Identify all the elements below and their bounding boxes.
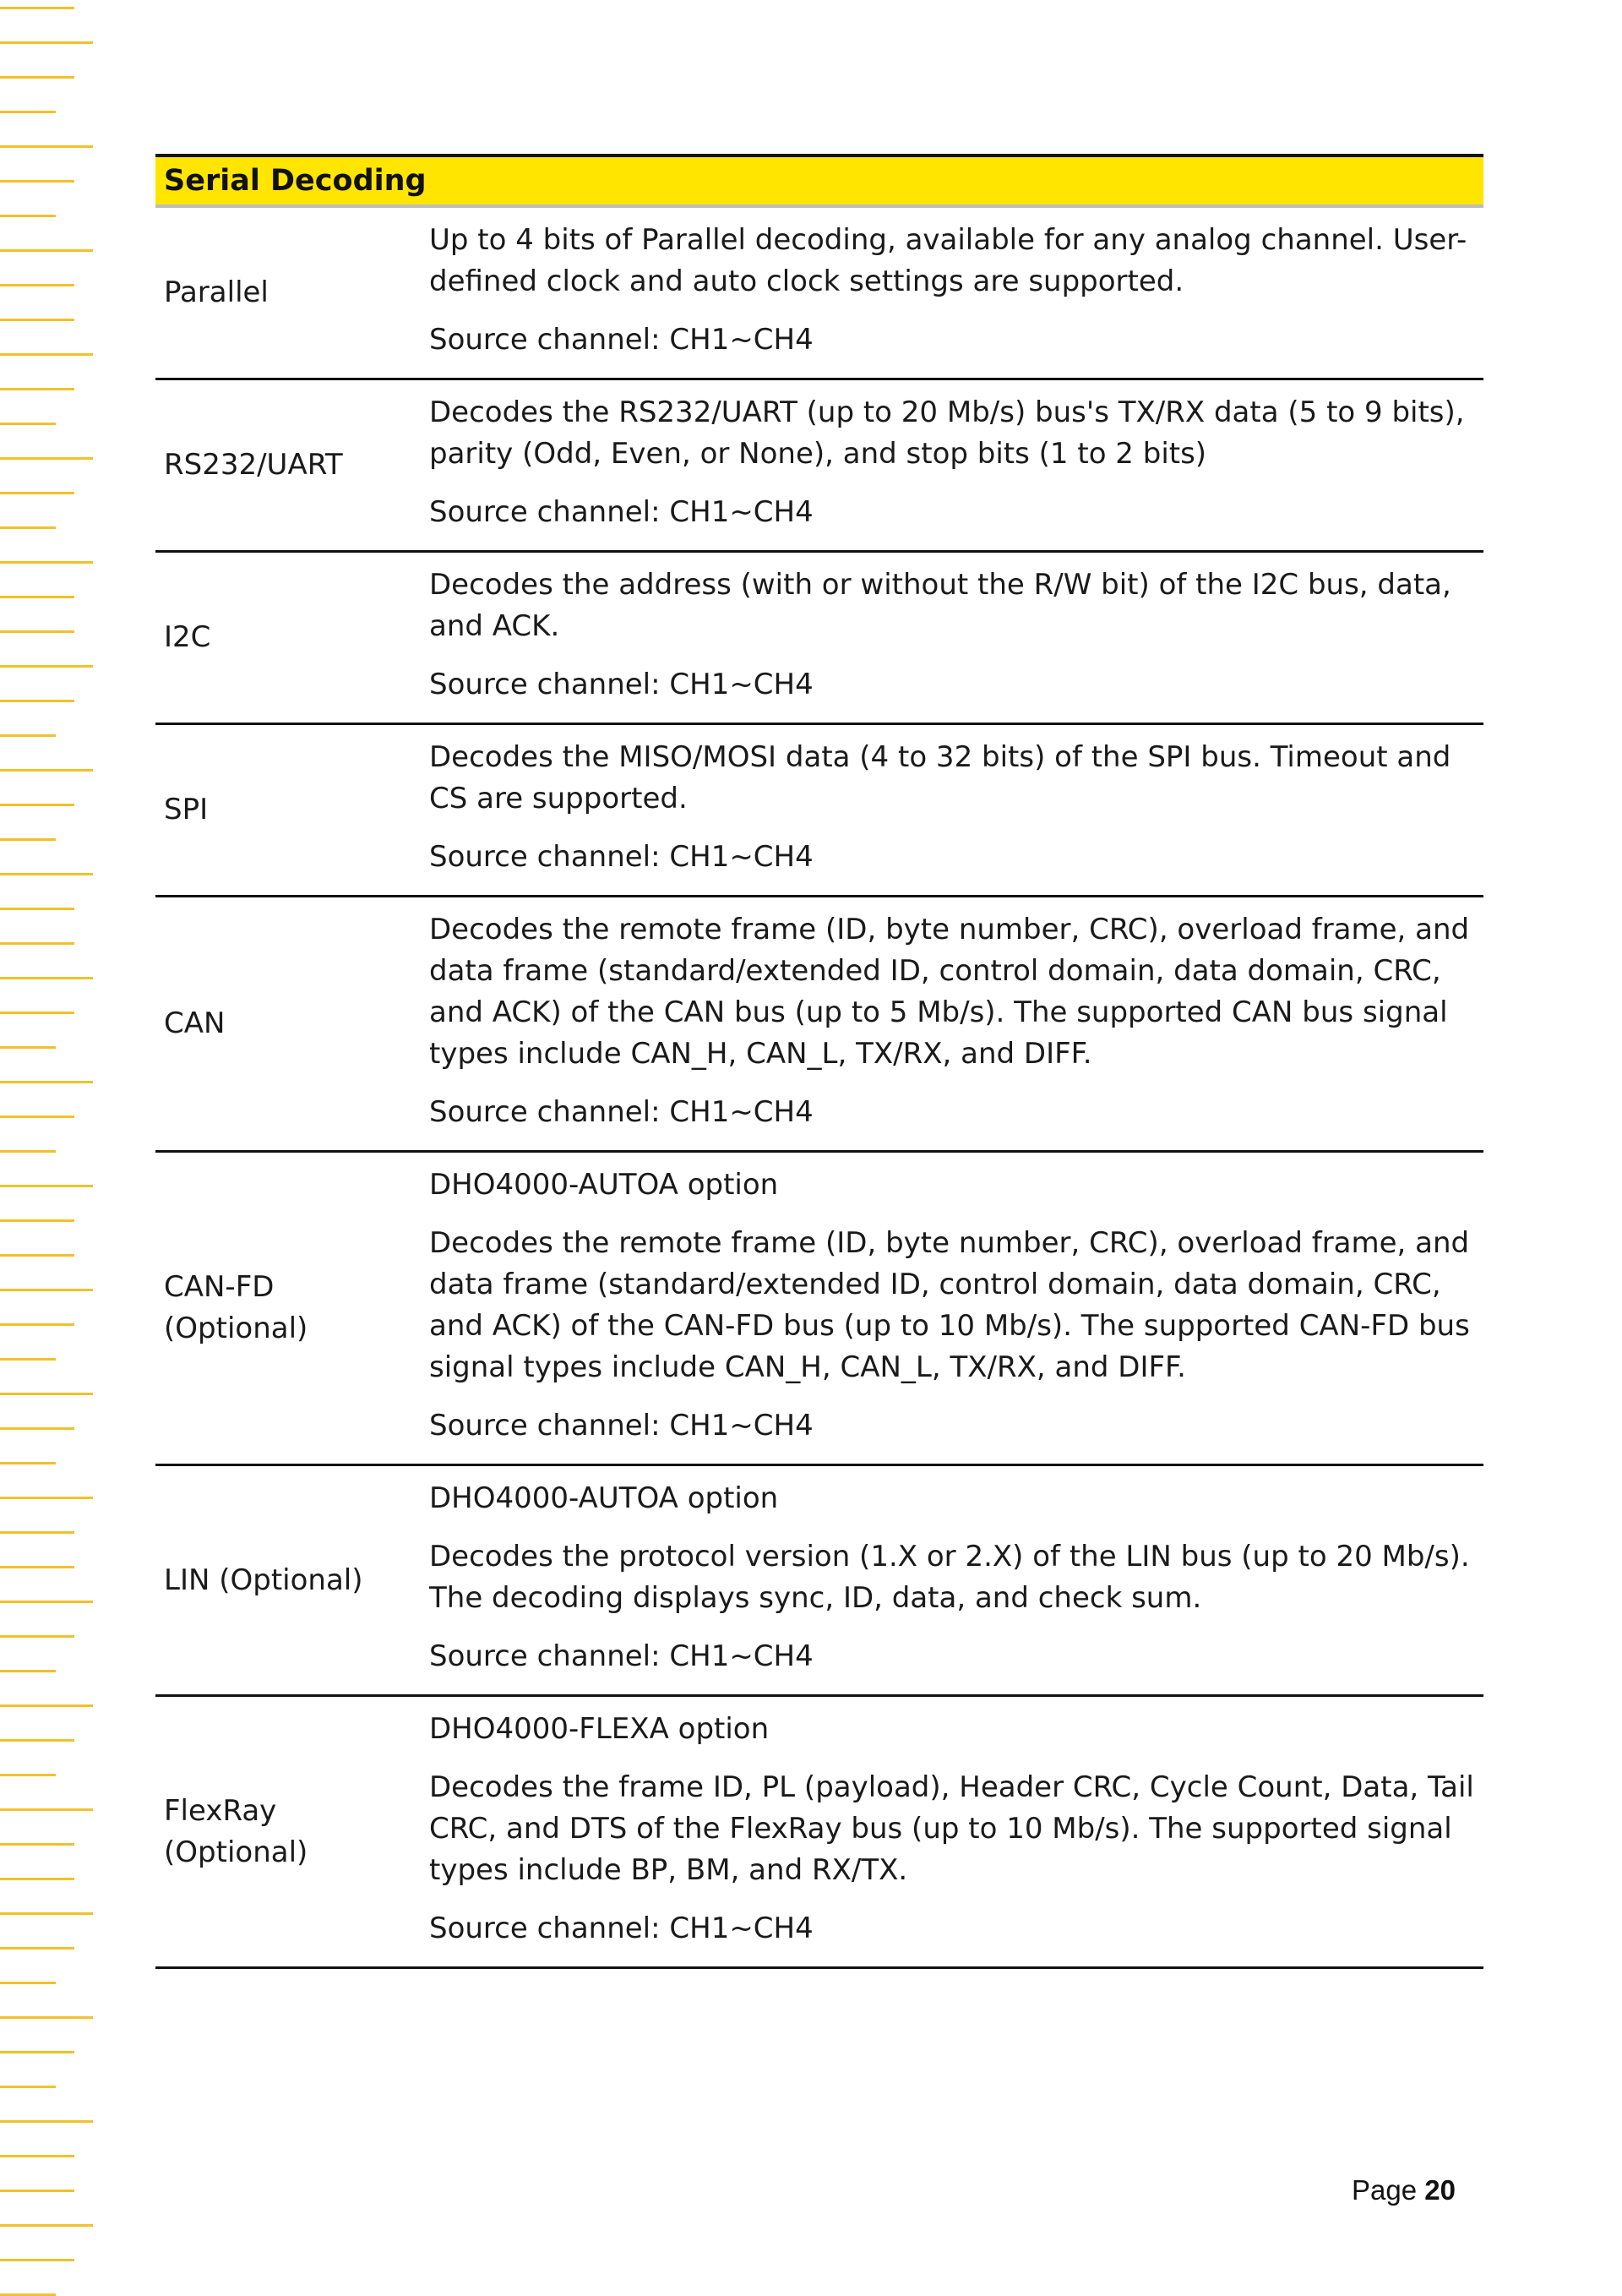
ruler-mark [0,1462,56,1464]
source-channel-text: Source channel: CH1~CH4 [429,1095,814,1129]
row-name: I2C [155,552,420,724]
ruler-mark [0,1081,93,1083]
source-channel-text: Source channel: CH1~CH4 [429,1912,814,1945]
ruler-mark [0,388,74,390]
table-row [155,1465,1483,1696]
ruler-mark [0,1219,74,1222]
row-name: Parallel [155,206,420,379]
table-row [155,1152,1483,1465]
ruler-mark [0,457,93,460]
ruler-mark [0,665,93,668]
ruler-mark [0,526,56,529]
ruler-mark [0,145,93,148]
row-description [420,724,1483,897]
option-text: DHO4000-AUTOA option [429,1481,779,1515]
row-name: RS232/UART [155,379,420,552]
table-row [155,897,1483,1152]
ruler-mark [0,1531,74,1534]
ruler-mark [0,977,93,979]
ruler-mark [0,1635,74,1638]
ruler-mark [0,2155,74,2157]
source-channel-text: Source channel: CH1~CH4 [429,668,814,701]
ruler-mark [0,215,56,217]
row-description [420,379,1483,552]
ruler-mark [0,1046,56,1049]
ruler-mark [0,596,74,598]
ruler-mark [0,2051,74,2053]
ruler-mark [0,1947,74,1950]
ruler-mark [0,2259,74,2261]
ruler-mark [0,804,74,806]
table-row [155,1696,1483,1968]
ruler-mark [0,1774,56,1776]
row-description [420,1465,1483,1696]
ruler-mark [0,111,56,113]
ruler-mark [0,1982,56,1984]
table-row [155,724,1483,897]
ruler-mark [0,1427,74,1430]
section-title: Serial Decoding [155,155,1483,206]
page-number [1352,2174,1456,2206]
ruler-mark [0,1185,93,1187]
ruler-mark [0,2190,74,2192]
ruler-mark [0,1323,74,1326]
ruler-mark [0,284,74,286]
ruler-mark [0,1497,93,1499]
ruler-mark [0,353,93,356]
ruler-mark [0,423,56,425]
description-paragraph: Up to 4 bits of Parallel decoding, available for any analog channel. User-defined clock and auto clock settings are supported. [429,223,1467,298]
ruler-mark [0,561,93,564]
description-paragraph: Decodes the address (with or without the R/W bit) of the I2C bus, data, and ACK. [429,568,1451,643]
ruler-mark [0,1012,74,1014]
row-name: CAN [155,897,420,1152]
row-name: FlexRay (Optional) [155,1696,420,1968]
margin-ruler [0,0,101,2294]
ruler-mark [0,908,74,910]
table-header-row [155,155,1483,206]
ruler-mark [0,1115,74,1118]
row-name: LIN (Optional) [155,1465,420,1696]
row-name: SPI [155,724,420,897]
ruler-mark [0,2086,56,2088]
option-text: DHO4000-FLEXA option [429,1712,770,1746]
source-channel-text: Source channel: CH1~CH4 [429,495,814,529]
ruler-mark [0,1358,56,1361]
description-paragraph: Decodes the MISO/MOSI data (4 to 32 bits) of the SPI bus. Timeout and CS are supported. [429,740,1451,815]
ruler-mark [0,1566,74,1568]
ruler-mark [0,1704,93,1707]
ruler-mark [0,734,56,737]
ruler-mark [0,1670,56,1672]
ruler-mark [0,1912,93,1915]
row-name: CAN-FD (Optional) [155,1152,420,1465]
ruler-mark [0,1254,74,1257]
ruler-mark [0,7,74,9]
ruler-mark [0,76,74,79]
description-paragraph: Decodes the remote frame (ID, byte number, CRC), overload frame, and data frame (standard/extended ID, control domain, data domain, CRC, and ACK) of the CAN bus (up to 5 Mb/s). The supported CAN bus signal types include CAN_H, CAN_L, TX/RX, and DIFF. [429,913,1470,1071]
description-paragraph: Decodes the protocol version (1.X or 2.X) of the LIN bus (up to 20 Mb/s). The decoding displays sync, ID, data, and check sum. [429,1540,1470,1615]
table-row [155,552,1483,724]
table-row [155,206,1483,379]
ruler-mark [0,2120,93,2123]
table-row [155,379,1483,552]
ruler-mark [0,1601,93,1603]
source-channel-text: Source channel: CH1~CH4 [429,1639,814,1673]
ruler-mark [0,1289,93,1291]
row-description [420,552,1483,724]
ruler-mark [0,942,74,945]
ruler-mark [0,319,74,321]
ruler-mark [0,2016,93,2019]
row-description [420,897,1483,1152]
ruler-mark [0,873,93,875]
ruler-mark [0,1843,74,1846]
row-description [420,1696,1483,1968]
ruler-mark [0,1739,74,1742]
ruler-mark [0,700,74,702]
row-description [420,206,1483,379]
ruler-mark [0,180,74,183]
ruler-mark [0,492,74,494]
ruler-mark [0,41,93,44]
description-paragraph: Decodes the remote frame (ID, byte number, CRC), overload frame, and data frame (standard/extended ID, control domain, data domain, CRC, and ACK) of the CAN-FD bus (up to 10 Mb/s). The supported CAN-FD bus signal types include CAN_H, CAN_L, TX/RX, and DIFF. [429,1226,1470,1384]
source-channel-text: Source channel: CH1~CH4 [429,840,814,874]
ruler-mark [0,1808,93,1811]
source-channel-text: Source channel: CH1~CH4 [429,1409,814,1442]
ruler-mark [0,1878,74,1880]
ruler-mark [0,1150,56,1153]
source-channel-text: Source channel: CH1~CH4 [429,323,814,357]
ruler-mark [0,1393,93,1395]
serial-decoding-table [155,154,1483,1969]
ruler-mark [0,838,56,841]
row-description [420,1152,1483,1465]
ruler-mark [0,769,93,772]
description-paragraph: Decodes the frame ID, PL (payload), Header CRC, Cycle Count, Data, Tail CRC, and DTS of the FlexRay bus (up to 10 Mb/s). The supported signal types include BP, BM, and RX/TX. [429,1770,1474,1887]
page-label: Page [1352,2174,1418,2206]
ruler-mark [0,249,93,252]
ruler-mark [0,630,74,633]
page-number-value: 20 [1424,2174,1456,2206]
ruler-mark [0,2224,93,2227]
option-text: DHO4000-AUTOA option [429,1168,779,1202]
description-paragraph: Decodes the RS232/UART (up to 20 Mb/s) bus's TX/RX data (5 to 9 bits), parity (Odd, Even, or None), and stop bits (1 to 2 bits) [429,395,1465,471]
